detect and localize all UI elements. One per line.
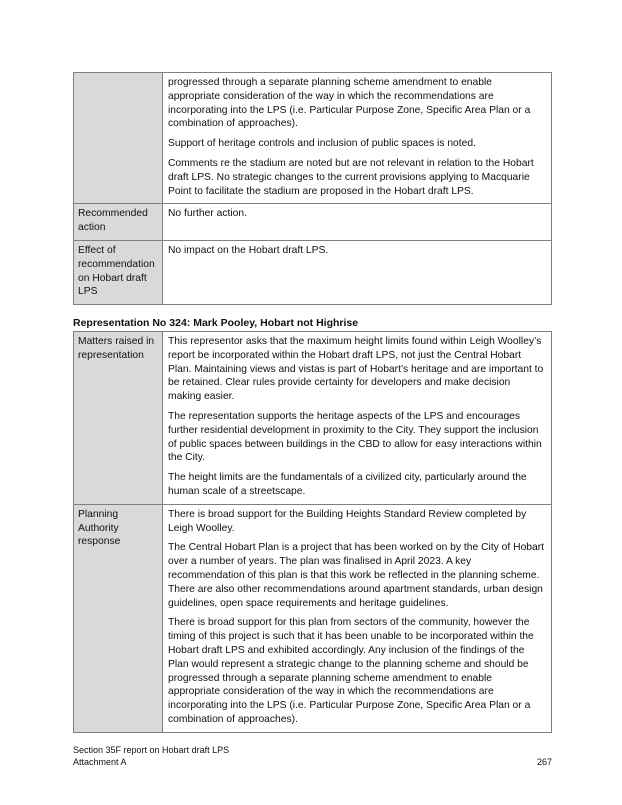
- paragraph: No impact on the Hobart draft LPS.: [168, 244, 329, 256]
- table-row: [74, 504, 552, 732]
- representation-table-continued: [73, 72, 552, 305]
- paragraph: Comments re the stadium are noted but are not relevant in relation to the Hobart draft LPS. No strategic changes to the current provisions applying to Macquarie Point to facilitate the stadium are proposed in the Hobart draft LPS.: [168, 157, 534, 197]
- row-content: [163, 240, 552, 304]
- paragraph: progressed through a separate planning scheme amendment to enable appropriate consideration of the way in which the recommendations are incorporating into the LPS (i.e. Particular Purpose Zone, Specific Area Plan or a combination of approaches).: [168, 77, 531, 130]
- row-label: [74, 73, 163, 204]
- row-content: [163, 504, 552, 732]
- row-label: Effect of recommendation on Hobart draft LPS: [74, 240, 163, 304]
- row-content: [163, 332, 552, 505]
- paragraph: The representation supports the heritage aspects of the LPS and encourages further residential development in proximity to the City. They support the inclusion of public spaces between buildings in the CBD to allow for easy interactions within the City.: [168, 410, 542, 464]
- table-row: [74, 73, 552, 204]
- row-content: [163, 73, 552, 204]
- table-row: [74, 240, 552, 304]
- row-label: Planning Authority response: [74, 504, 163, 732]
- row-label: Matters raised in representation: [74, 332, 163, 505]
- row-content: [163, 204, 552, 241]
- paragraph: This representor asks that the maximum height limits found within Leigh Woolley’s report be incorporated within the Hobart draft LPS, not just the Central Hobart Plan. Maintaining views and vistas is part of Hobart’s heritage and are important to be retained. Clear rules provide certainty for developers and make decision making easier.: [168, 336, 544, 403]
- row-label: Recommended action: [74, 204, 163, 241]
- page-number: 267: [536, 757, 552, 767]
- representation-heading: Representation No 324: Mark Pooley, Hobart not Highrise: [73, 317, 359, 329]
- table-row: [74, 204, 552, 241]
- paragraph: There is broad support for this plan from sectors of the community, however the timing of this project is such that it has been unable to be incorporated within the Hobart draft LPS and exhibited accordingly. Any inclusion of the findings of the Plan would represent a strategic change to the planning scheme and should be progressed through a separate planning scheme amendment to enable appropriate consideration of the way in which the recommendations are incorporating into the LPS (i.e. Particular Purpose Zone, Specific Area Plan or a combination of approaches).: [168, 617, 534, 725]
- paragraph: The Central Hobart Plan is a project that has been worked on by the City of Hobart over a number of years. The plan was finalised in April 2023. A key recommendation of this plan is that this work be reflected in the planning scheme. There are also other recommendations around apartment standards, urban design guidelines, open space requirements and heritage guidelines.: [168, 542, 545, 609]
- page-footer: [73, 745, 552, 768]
- paragraph: Support of heritage controls and inclusion of public spaces is noted.: [168, 138, 476, 150]
- paragraph: The height limits are the fundamentals of a civilized city, particularly around the human scale of a streetscape.: [168, 472, 527, 497]
- footer-report-title: Section 35F report on Hobart draft LPS: [73, 745, 230, 755]
- paragraph: There is broad support for the Building Heights Standard Review completed by Leigh Woolley.: [168, 508, 527, 534]
- representation-table: [73, 331, 552, 733]
- paragraph: No further action.: [168, 208, 247, 220]
- footer-attachment: Attachment A: [73, 756, 127, 767]
- table-row: [74, 332, 552, 505]
